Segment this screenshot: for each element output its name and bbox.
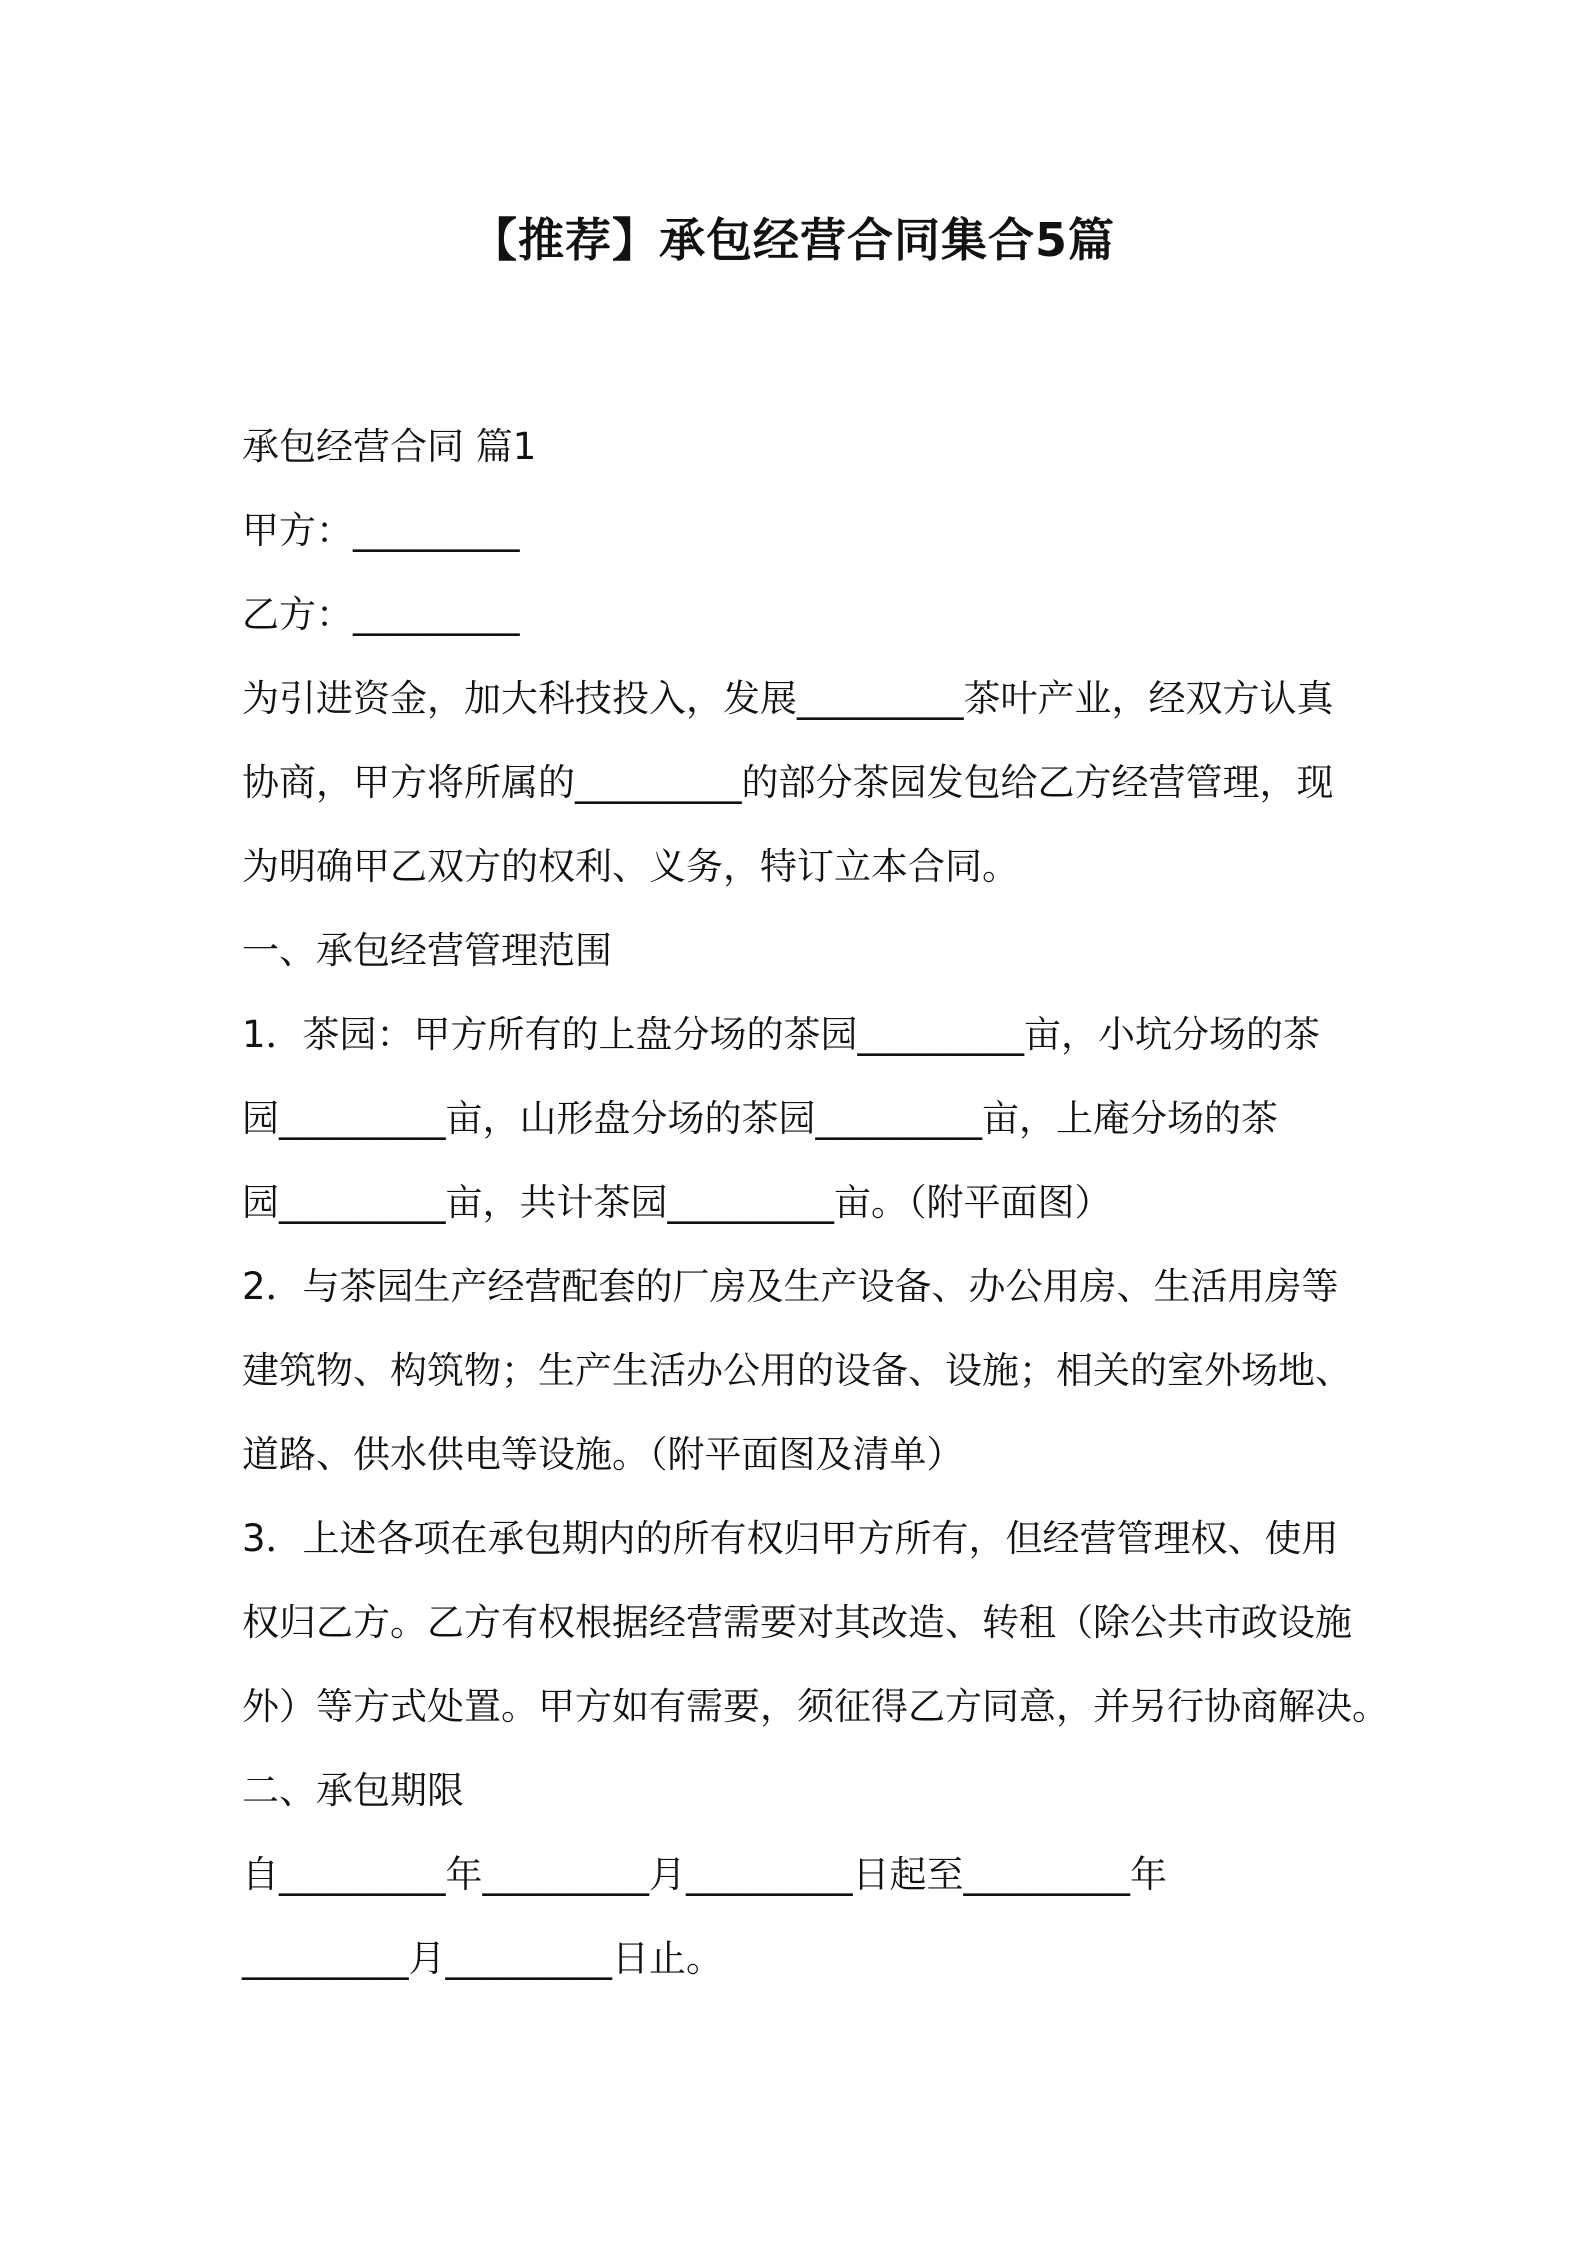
document-title: 【推荐】承包经营合同集合5篇 [470,213,1115,267]
section-heading-scope: 一、承包经营管理范围 [242,929,612,972]
party-b-line: 乙方：_________ [242,593,520,636]
clause-1-line: 园_________亩，山形盘分场的茶园_________亩，上庵分场的茶 [242,1097,1278,1140]
party-a-line: 甲方：_________ [242,509,520,552]
paragraph-line: 为引进资金，加大科技投入，发展_________茶叶产业，经双方认真 [242,677,1334,720]
section-heading-term: 二、承包期限 [242,1769,464,1812]
paragraph-line: 协商，甲方将所属的_________的部分茶园发包给乙方经营管理，现 [242,761,1334,804]
term-line: _________月_________日止。 [242,1937,723,1980]
clause-3-line: 3．上述各项在承包期内的所有权归甲方所有，但经营管理权、使用 [242,1517,1339,1560]
document-body [242,405,1389,2001]
clause-1-line: 园_________亩，共计茶园_________亩。（附平面图） [242,1181,1112,1224]
clause-2-line: 2．与茶园生产经营配套的厂房及生产设备、办公用房、生活用房等 [242,1265,1339,1308]
section-heading-part-1: 承包经营合同 篇1 [242,425,537,468]
clause-1-line: 1．茶园：甲方所有的上盘分场的茶园_________亩，小坑分场的茶 [242,1013,1321,1056]
clause-3-line: 外）等方式处置。甲方如有需要，须征得乙方同意，并另行协商解决。 [242,1685,1389,1728]
paragraph-line: 为明确甲乙双方的权利、义务，特订立本合同。 [242,845,1019,888]
term-line: 自_________年_________月_________日起至_________年 [242,1853,1167,1896]
clause-3-line: 权归乙方。乙方有权根据经营需要对其改造、转租（除公共市政设施 [242,1601,1352,1644]
clause-2-line: 道路、供水供电等设施。（附平面图及清单） [242,1433,964,1476]
clause-2-line: 建筑物、构筑物；生产生活办公用的设备、设施；相关的室外场地、 [242,1349,1352,1392]
